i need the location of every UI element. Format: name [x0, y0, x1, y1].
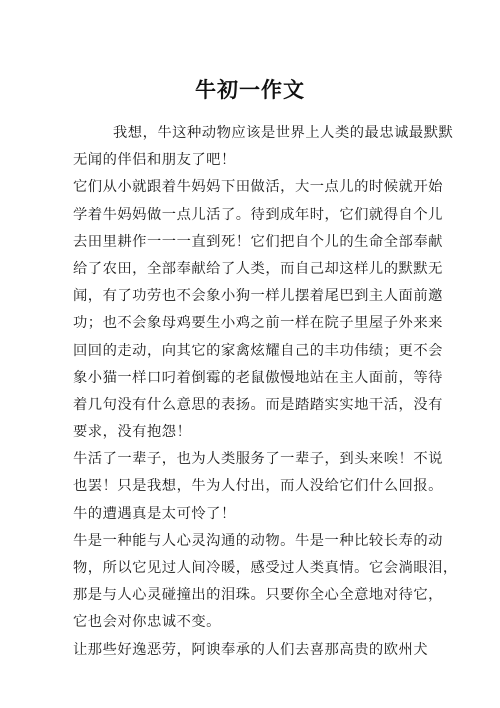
text-line: 我想，牛这种动物应该是世界上人类的最忠诚最默默 [113, 125, 454, 141]
text-line: 学着牛妈妈做一点儿活了。待到成年时，它们就得自个儿 [73, 206, 443, 223]
text-line: 它也会对你忠诚不变。 [73, 614, 221, 631]
text-line: 那是与人心灵碰撞出的泪珠。只要你全心全意地对待它， [73, 587, 443, 604]
text-line: 象小猫一样口叼着倒霉的老鼠傲慢地站在主人面前，等待 [73, 369, 443, 386]
text-line: 它们从小就跟着牛妈妈下田做活，大一点儿的时候就开始 [73, 179, 443, 196]
text-line: 无闻的伴侣和朋友了吧！ [73, 152, 236, 169]
text-line: 让那些好逸恶劳，阿谀奉承的人们去喜那高贵的欧州犬 [73, 641, 429, 658]
text-line: 牛是一种能与人心灵沟通的动物。牛是一种比较长寿的动 [73, 532, 443, 549]
text-line: 去田里耕作一一一直到死！它们把自个儿的生命全部奉献 [73, 233, 443, 250]
text-line: 牛的遭遇真是太可怜了！ [73, 505, 236, 522]
document-body [73, 120, 458, 664]
text-line: 着几句没有什么意思的表扬。而是踏踏实实地干活，没有 [73, 396, 443, 413]
text-line: 回回的走动，向其它的家禽炫耀自己的丰功伟绩；更不会 [73, 342, 443, 359]
text-line: 要求，没有抱怨！ [73, 424, 192, 441]
document-title: 牛初一作文 [195, 78, 305, 102]
text-line: 闻，有了功劳也不会象小狗一样儿摆着尾巴到主人面前邀 [73, 288, 443, 305]
text-line: 也罢！只是我想，牛为人付出，而人没给它们什么回报。 [73, 478, 443, 495]
text-line: 给了农田，全部奉献给了人类，而自己却这样儿的默默无 [73, 260, 443, 277]
text-line: 功；也不会象母鸡要生小鸡之前一样在院子里屋子外来来 [73, 315, 443, 332]
text-line: 物，所以它见过人间冷暖，感受过人类真情。它会淌眼泪， [73, 560, 458, 576]
text-line: 牛活了一辈子，也为人类服务了一辈子，到头来唉！不说 [73, 451, 443, 468]
